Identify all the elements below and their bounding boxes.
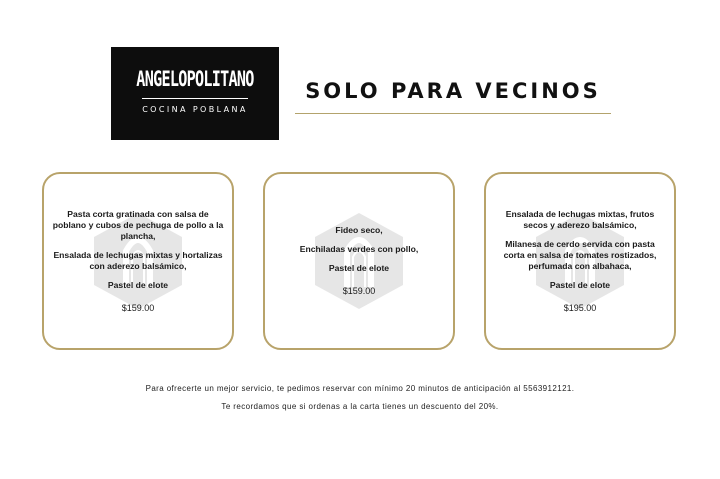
reservation-note: Para ofrecerte un mejor servicio, te pedimos reservar con mínimo 20 minutos de anticipación al 5563912121.: [145, 384, 575, 393]
dish-item: Ensalada de lechugas mixtas, frutos secos y aderezo balsámico,: [505, 208, 655, 230]
dish-item: Pastel de elote: [328, 263, 390, 273]
title-underline: [295, 113, 611, 114]
dish-item: Ensalada de lechugas mixtas y hortalizas con aderezo balsámico,: [53, 249, 223, 271]
menu-price: $159.00: [342, 286, 376, 296]
dish-item: Enchiladas verdes con pollo,: [299, 244, 419, 254]
logo-divider: [142, 98, 248, 99]
dish-item: Milanesa de cerdo servida con pasta corta en salsa de tomates rostizados, perfumada con albahaca,: [503, 238, 657, 271]
brand-logo: [111, 47, 279, 140]
logo-name: ANGELOPOLITANO: [136, 67, 254, 91]
dish-item: Pasta corta gratinada con salsa de poblano y cubos de pechuga de pollo a la plancha,: [52, 208, 224, 241]
menu-card-2: [263, 172, 455, 350]
menu-price: $195.00: [563, 302, 597, 313]
dish-item: Pastel de elote: [549, 279, 611, 290]
discount-note: Te recordamos que si ordenas a la carta tienes un descuento del 20%.: [221, 402, 499, 411]
logo-subtitle: COCINA POBLANA: [142, 105, 248, 114]
page-title: SOLO PARA VECINOS: [305, 79, 601, 103]
dish-item: Fideo seco,: [335, 225, 383, 235]
menu-card-3: [484, 172, 676, 350]
menu-card-1: [42, 172, 234, 350]
dish-item: Pastel de elote: [107, 279, 169, 290]
menu-price: $159.00: [121, 302, 155, 313]
